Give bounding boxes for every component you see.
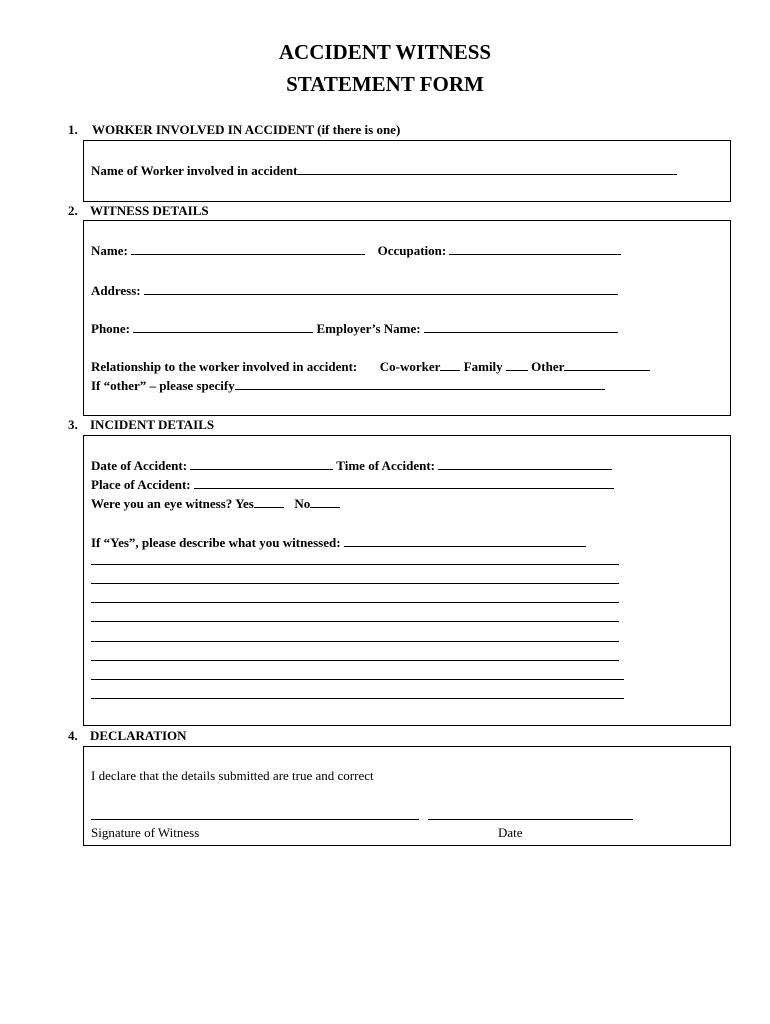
declaration-date-line[interactable] [428,818,633,820]
eyewitness-yes-field[interactable] [254,495,284,508]
describe-line-5[interactable] [91,640,619,642]
other-label: Other [531,359,565,374]
describe-line-6[interactable] [91,659,619,661]
phone-row [91,320,618,337]
describe-line-7[interactable] [91,678,624,680]
eyewitness-no-field[interactable] [310,495,340,508]
describe-line-3[interactable] [91,601,619,603]
address-row [91,282,618,299]
describe-label: If “Yes”, please describe what you witnessed: [91,535,341,550]
family-field[interactable] [506,358,528,371]
occupation-field[interactable] [449,242,621,255]
occupation-label: Occupation: [377,243,447,258]
signature-label: Signature of Witness [91,825,200,840]
section-3-heading [68,417,214,433]
witness-name-label: Name: [91,243,128,258]
section-4-title: DECLARATION [90,728,187,743]
section-1-title: WORKER INVOLVED IN ACCIDENT (if there is one) [92,122,401,137]
accident-date-field[interactable] [190,457,333,470]
declaration-text: I declare that the details submitted are true and correct [91,768,374,783]
describe-row [91,534,586,551]
address-label: Address: [91,283,141,298]
employer-label: Employer’s Name: [316,321,421,336]
describe-line-8[interactable] [91,697,624,699]
phone-label: Phone: [91,321,130,336]
witness-name-row [91,242,621,259]
specify-row [91,377,605,394]
employer-field[interactable] [424,320,618,333]
describe-line-2[interactable] [91,582,619,584]
declaration-date-label: Date [498,825,523,840]
eyewitness-label: Were you an eye witness? Yes [91,496,254,511]
address-field[interactable] [144,282,618,295]
section-4-heading [68,728,187,744]
family-label: Family [463,359,503,374]
worker-name-label: Name of Worker involved in accident [91,163,298,178]
relationship-row [91,358,650,375]
describe-line-4[interactable] [91,620,619,622]
accident-place-label: Place of Accident: [91,477,191,492]
other-field[interactable] [564,358,650,371]
eyewitness-no-label: No [294,496,311,511]
accident-place-field[interactable] [194,476,614,489]
section-1-number: 1. [68,122,78,137]
section-2-title: WITNESS DETAILS [90,203,209,218]
describe-field-first[interactable] [344,534,586,547]
specify-field[interactable] [235,377,605,390]
section-3-title: INCIDENT DETAILS [90,417,215,432]
accident-time-label: Time of Accident: [336,458,435,473]
coworker-field[interactable] [440,358,460,371]
accident-date-label: Date of Accident: [91,458,188,473]
describe-line-1[interactable] [91,563,619,565]
worker-name-row [91,162,677,179]
eyewitness-row [91,495,340,512]
witness-name-field[interactable] [131,242,365,255]
worker-name-field[interactable] [297,162,677,175]
phone-field[interactable] [133,320,313,333]
form-title-line2: STATEMENT FORM [286,72,484,96]
section-2-heading [68,203,209,219]
form-title-line1: ACCIDENT WITNESS [278,40,492,64]
signature-line[interactable] [91,818,419,820]
section-2-number: 2. [68,203,78,218]
accident-time-field[interactable] [438,457,612,470]
section-4-number: 4. [68,728,78,743]
place-row [91,476,614,493]
section-3-number: 3. [68,417,78,432]
relationship-label: Relationship to the worker involved in accident: [91,359,358,374]
coworker-label: Co-worker [379,359,441,374]
section-1-heading [68,122,400,138]
date-time-row [91,457,612,474]
specify-label: If “other” – please specify [91,378,235,393]
